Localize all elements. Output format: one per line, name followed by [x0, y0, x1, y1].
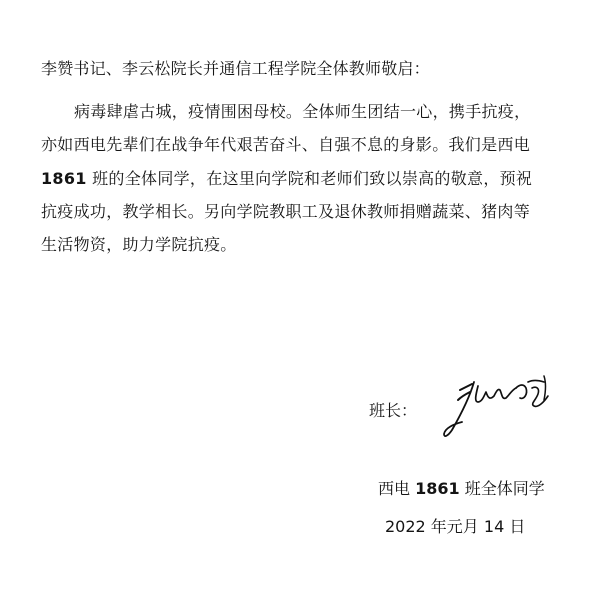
letter-body	[41, 95, 561, 261]
sign-off-number: 1861	[415, 479, 460, 498]
body-line-1: 病毒肆虐古城，疫情围困母校。全体师生团结一心，携手抗疫，	[74, 102, 531, 121]
sign-off-suffix: 班全体同学	[459, 479, 545, 498]
body-line-3-text: 班的全体同学，在这里向学院和老师们致以崇高的敬意，预祝	[86, 168, 533, 188]
monitor-signature-row	[369, 400, 417, 422]
monitor-label: 班长：	[369, 401, 418, 420]
letter-date: 2022 年元月 14 日	[385, 517, 526, 536]
salutation: 李赞书记、李云松院长并通信工程学院全体教师敬启：	[41, 59, 430, 78]
body-line-3	[41, 162, 561, 195]
class-number: 1861	[41, 168, 87, 188]
body-line-2: 亦如西电先辈们在战争年代艰苦奋斗、自强不息的身影。我们是西电	[41, 135, 531, 155]
body-line-4: 抗疫成功，教学相长。另向学院教职工及退休教师捐赠蔬菜、猪肉等	[41, 201, 531, 221]
handwritten-signature	[440, 372, 560, 442]
body-line-5: 生活物资，助力学院抗疫。	[41, 235, 237, 255]
sign-off	[378, 478, 545, 500]
sign-off-prefix: 西电	[378, 479, 416, 498]
